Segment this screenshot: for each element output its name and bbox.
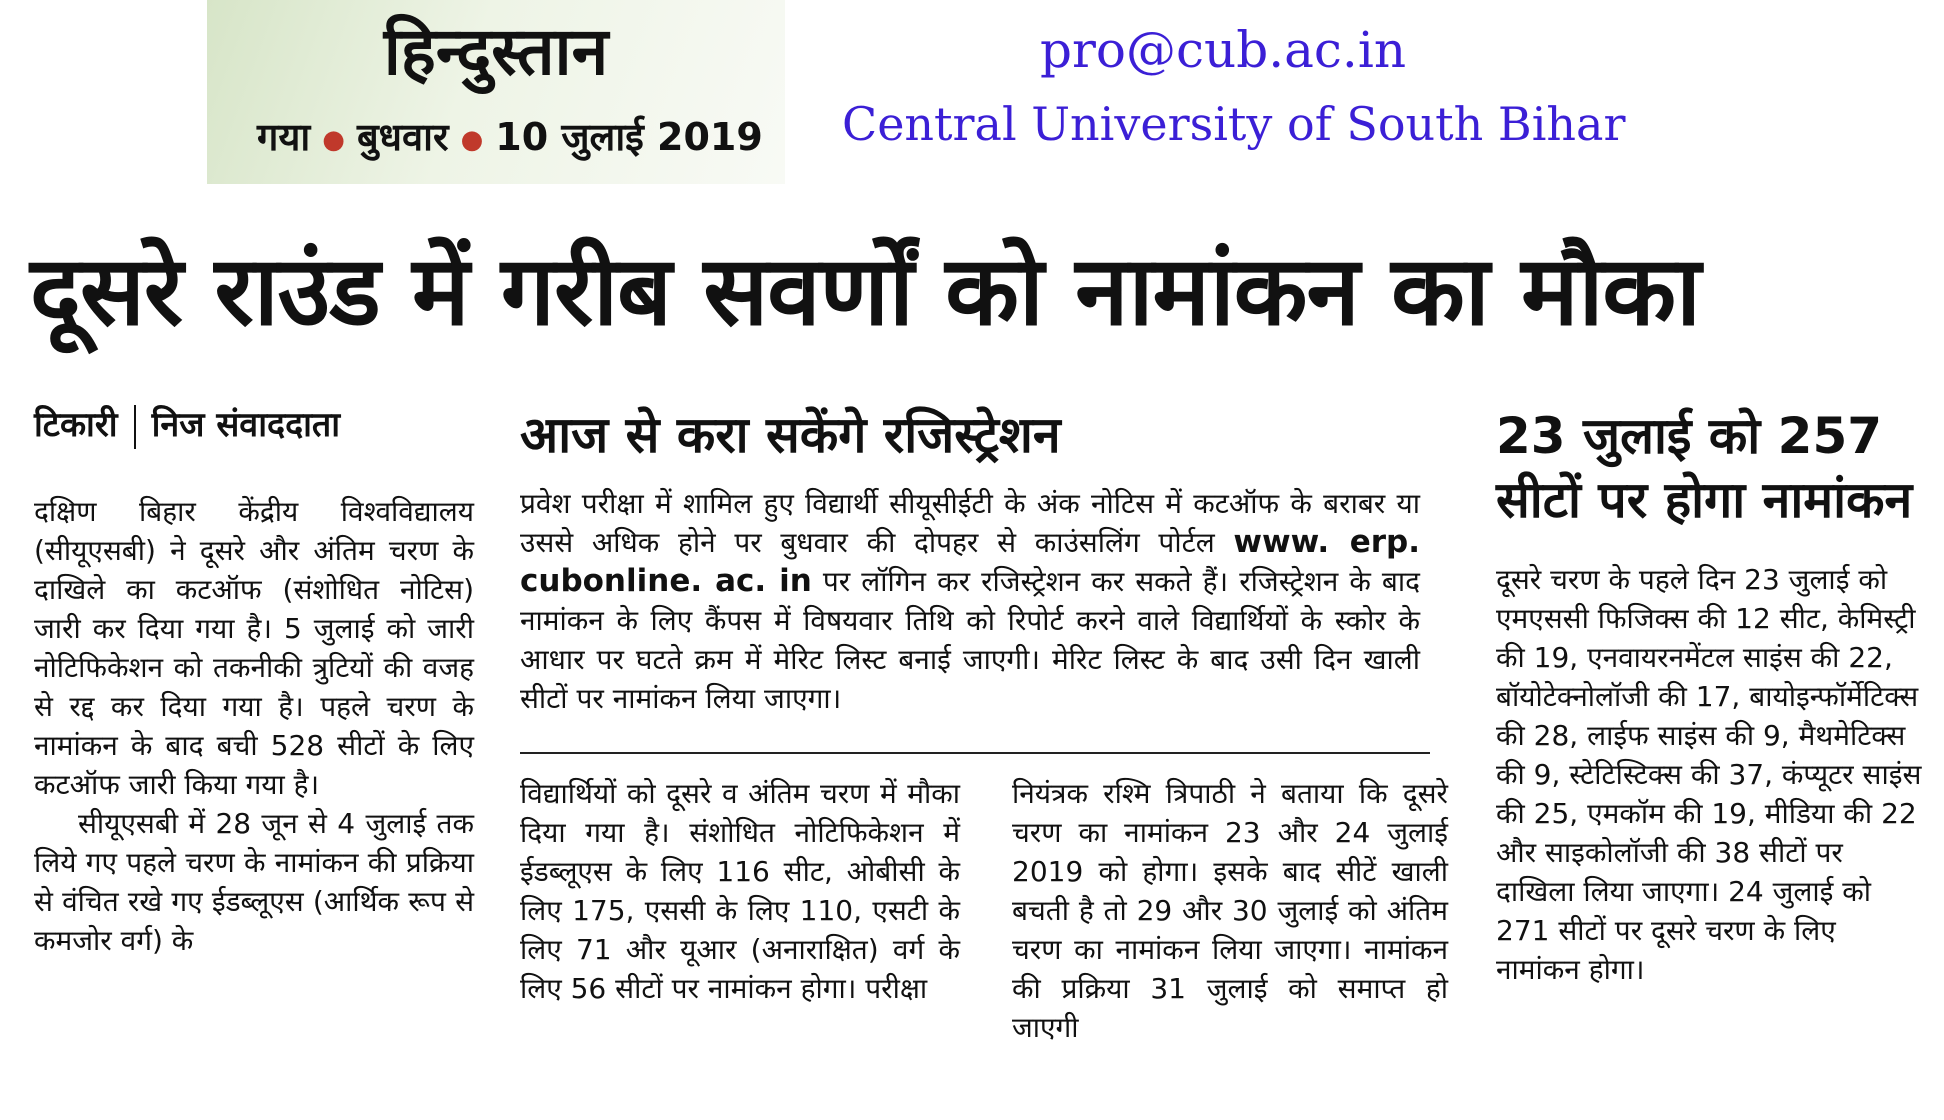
dateline-date: 10 जुलाई 2019 <box>495 115 763 159</box>
column2-paragraph: विद्यार्थियों को दूसरे व अंतिम चरण में मौका दिया गया है। संशोधित नोटिफिकेशन में ईडब्लूएस के लिए 116 सीट, ओबीसी के लिए 175, एससी के लिए 110, एसटी के लिए 71 और यूआर (अनाराक्षित) वर्ग के लिए 56 सीटों पर नामांकन होगा। परीक्षा <box>520 777 960 1005</box>
sidebar-paragraph: दूसरे चरण के पहले दिन 23 जुलाई को एमएससी फिजिक्स की 12 सीट, केमिस्ट्री की 19, एनवायरनमेंटल साइंस की 22, बॉयोटेक्नोलॉजी की 17, बायोइन्फॉर्मेटिक्स की 28, लाईफ साइंस की 9, मैथमेटिक्स की 9, स्टेटिस्टिक्स की 37, कंप्यूटर साइंस की 25, एमकॉम की 19, मीडिया की 22 और साइकोलॉजी की 38 सीटों पर दाखिला लिया जाएगा। 24 जुलाई को 271 सीटों पर दूसरे चरण के लिए नामांकन होगा। <box>1496 563 1922 986</box>
newspaper-name: हिन्दुस्तान <box>383 12 609 90</box>
dateline-city: गया <box>257 115 311 159</box>
registration-intro <box>520 484 1420 718</box>
headline: दूसरे राउंड में गरीब सवर्णों को नामांकन का मौका <box>30 235 1701 347</box>
article-column-2 <box>520 774 960 1008</box>
bullet-icon: ● <box>322 124 345 155</box>
section-divider <box>520 752 1430 754</box>
contact-email: pro@cub.ac.in <box>1040 21 1407 79</box>
byline-reporter: निज संवाददाता <box>151 405 341 445</box>
column1-paragraph-1: दक्षिण बिहार केंद्रीय विश्वविद्यालय (सीयूएसबी) ने दूसरे और अंतिम चरण के दाखिले का कटऑफ (संशोधित नोटिस) जारी कर दिया गया है। 5 जुलाई को जारी नोटिफिकेशन को तकनीकी त्रुटियों की वजह से रद्द कर दिया गया है। पहले चरण के नामांकन के बाद बची 528 सीटों के लिए कटऑफ जारी किया गया है। <box>34 495 474 801</box>
registration-text-2: पर लॉगिन कर रजिस्ट्रेशन कर सकते हैं। रजिस्ट्रेशन के बाद नामांकन के लिए कैंपस में विषयवार तिथि को रिपोर्ट करने वाले विद्यार्थियों के स्कोर के आधार पर घटते क्रम में मेरिट लिस्ट बनाई जाएगी। मेरिट लिस्ट के बाद उसी दिन खाली सीटों पर नामांकन लिया जाएगा। <box>520 565 1420 715</box>
dateline-day: बुधवार <box>356 115 449 159</box>
counselling-portal-url: www. erp. cubonline. ac. in <box>520 524 1420 599</box>
column3-paragraph: नियंत्रक रश्मि त्रिपाठी ने बताया कि दूसरे चरण का नामांकन 23 और 24 जुलाई 2019 को होगा। इसके बाद सीटें खाली बचती है तो 29 और 30 जुलाई को अंतिम चरण का नामांकन लिया जाएगा। नामांकन की प्रक्रिया 31 जुलाई को समाप्त हो जाएगी <box>1012 777 1448 1044</box>
article-column-3 <box>1012 774 1448 1047</box>
byline-place: टिकारी <box>34 405 118 445</box>
university-name: Central University of South Bihar <box>842 97 1626 151</box>
byline <box>34 400 340 450</box>
sidebar-subhead: 23 जुलाई को 257 सीटों पर होगा नामांकन <box>1496 407 1913 529</box>
newspaper-masthead <box>207 0 785 184</box>
byline-divider <box>134 405 136 449</box>
registration-text-1: प्रवेश परीक्षा में शामिल हुए विद्यार्थी सीयूसीईटी के अंक नोटिस में कटऑफ के बराबर या उससे अधिक होने पर बुधवार की दोपहर से काउंसलिंग पोर्टल <box>520 487 1420 559</box>
sidebar-column <box>1496 560 1928 989</box>
dateline <box>257 112 763 165</box>
article-column-1 <box>34 492 474 960</box>
bullet-icon: ● <box>460 124 484 155</box>
registration-subhead: आज से करा सकेंगे रजिस्ट्रेशन <box>520 406 1061 464</box>
column1-paragraph-2: सीयूएसबी में 28 जून से 4 जुलाई तक लिये गए पहले चरण के नामांकन की प्रक्रिया से वंचित रखे गए ईडब्लूएस (आर्थिक रूप से कमजोर वर्ग) के <box>34 807 474 957</box>
